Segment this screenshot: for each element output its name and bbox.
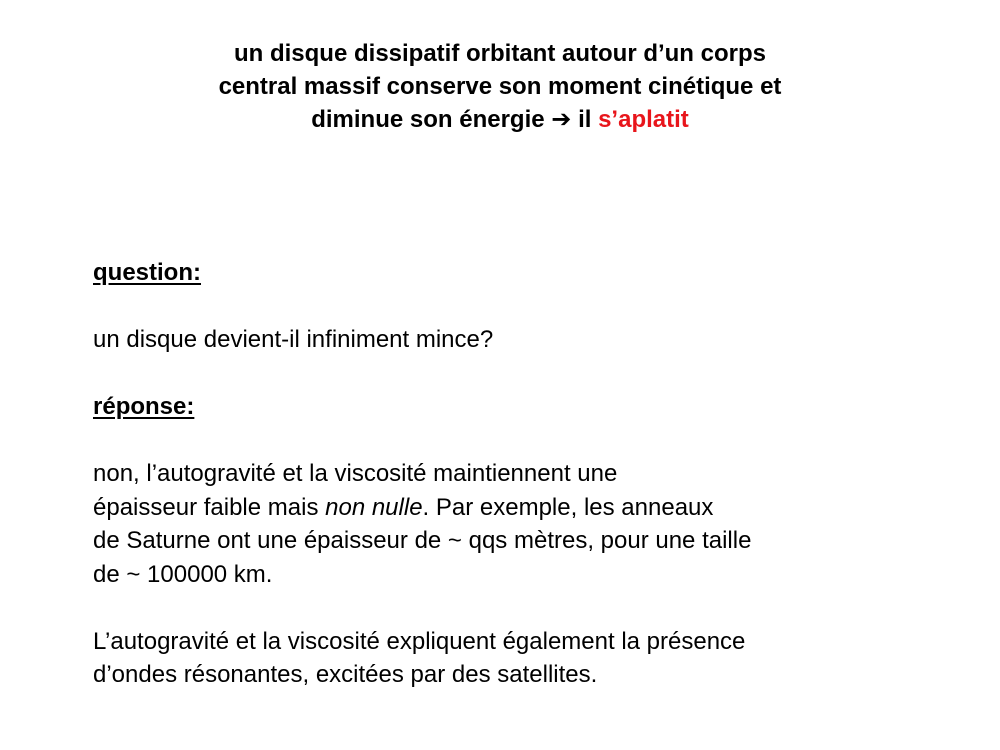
- slide-title: [0, 37, 1000, 136]
- answer-line-4: de ~ 100000 km.: [93, 560, 273, 588]
- title-line-2: central massif conserve son moment cinétique et: [218, 73, 782, 100]
- answer-emphasis: non nulle: [325, 493, 423, 521]
- slide-body: [93, 256, 973, 692]
- title-line-1: un disque dissipatif orbitant autour d’un corps: [233, 40, 766, 67]
- blank-line: [93, 357, 973, 391]
- answer-line-3: de Saturne ont une épaisseur de ~ qqs mètres, pour une taille: [93, 527, 752, 554]
- title-line-3: [0, 103, 1000, 136]
- answer-line-2-suffix: . Par exemple, les anneaux: [422, 493, 714, 521]
- answer-heading: réponse:: [93, 393, 195, 420]
- conclusion-line-2: d’ondes résonantes, excitées par des satellites.: [93, 661, 598, 688]
- blank-line: [93, 424, 973, 458]
- answer-line-1: non, l’autogravité et la viscosité maintiennent une: [93, 460, 618, 487]
- blank-line: [93, 290, 973, 324]
- blank-line: [93, 591, 973, 625]
- title-line-3-prefix: diminue son énergie: [311, 106, 545, 133]
- conclusion-line-1: L’autogravité et la viscosité expliquent également la présence: [93, 627, 746, 655]
- answer-line-2-prefix: épaisseur faible mais: [93, 493, 319, 521]
- question-heading: question:: [93, 259, 201, 286]
- answer-line-2: [93, 491, 973, 525]
- question-text: un disque devient-il infiniment mince?: [93, 326, 494, 353]
- arrow-right-icon: ➔: [551, 106, 572, 133]
- title-highlight: s’aplatit: [598, 106, 689, 133]
- title-line-3-il: il: [578, 106, 592, 133]
